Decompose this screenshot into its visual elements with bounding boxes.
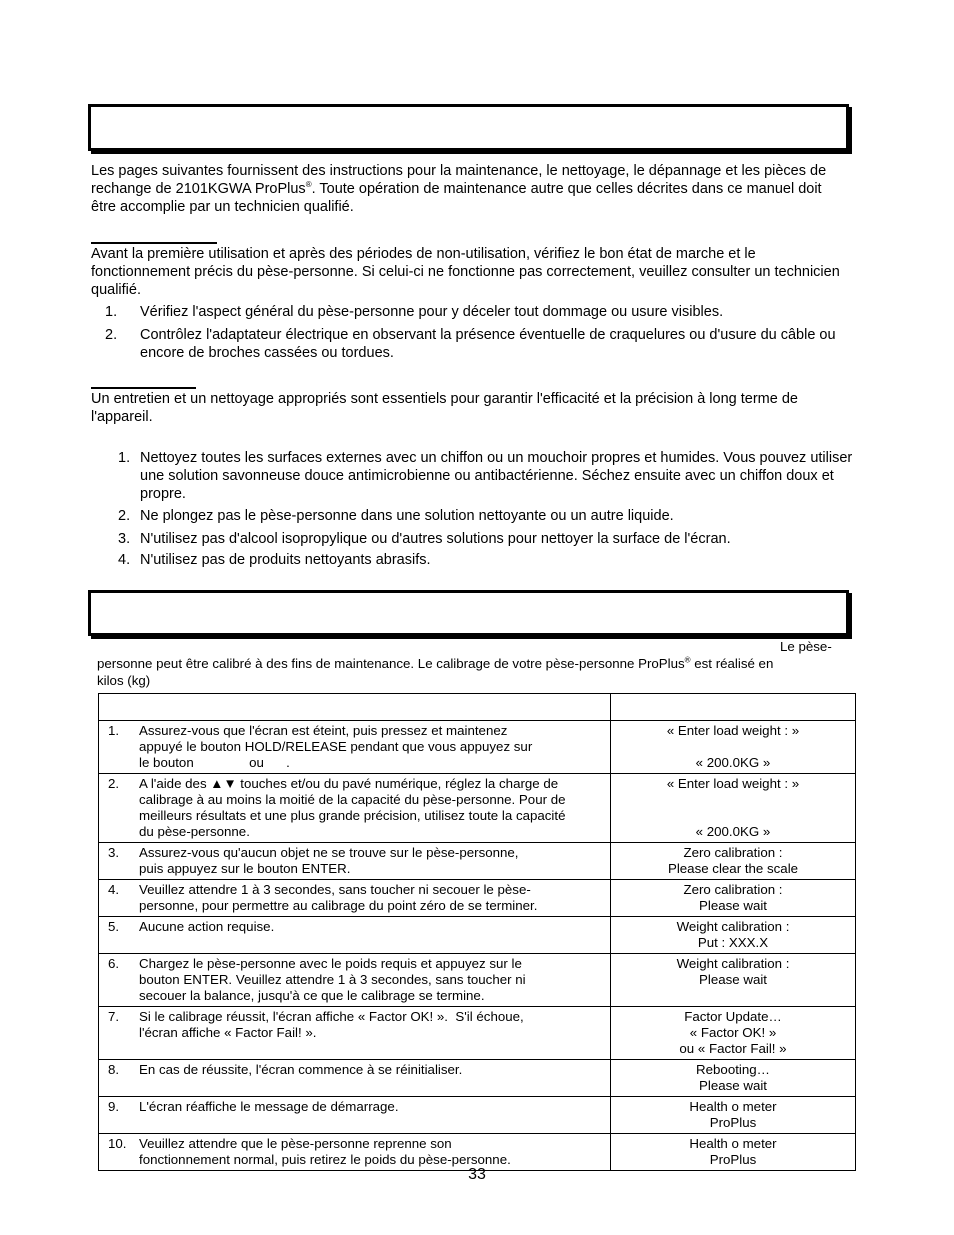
step-instruction-cell [99, 1097, 611, 1134]
table-row [99, 1007, 856, 1060]
table-row [99, 843, 856, 880]
list-item-text: N'utilisez pas d'alcool isopropylique ou d'autres solutions pour nettoyer la surface de l'écran. [140, 531, 731, 547]
step-number: 8. [108, 1062, 120, 1077]
display-message-line: Health o meter [689, 1099, 777, 1114]
table-header-row [99, 694, 856, 721]
calibration-intro-line1: Le pèse- [780, 639, 832, 654]
step-instruction-cell [99, 1060, 611, 1097]
intro-text-a: Les pages suivantes fournissent des instructions pour la maintenance, le nettoyage, le dépannage et les pièces de rechange de 2101KGWA ProPlus [91, 163, 827, 197]
list-item-number: 4. [118, 552, 131, 568]
display-message-line: Zero calibration : [683, 882, 783, 897]
step-number: 10. [108, 1136, 127, 1151]
step-instruction-line: bouton ENTER. Veuillez attendre 1 à 3 secondes, sans toucher ni [139, 972, 526, 987]
subheading-rule-cleaning [91, 387, 196, 389]
display-message-line: Please clear the scale [667, 861, 799, 876]
display-message-line: Please wait [699, 1078, 767, 1093]
list-item-text: Ne plongez pas le pèse-personne dans une solution nettoyante ou un autre liquide. [140, 508, 674, 524]
step-instruction-line: L'écran réaffiche le message de démarrage. [139, 1099, 399, 1114]
step-instruction-line: le bouton ou . [139, 755, 290, 770]
step-instruction-line: puis appuyez sur le bouton ENTER. [139, 861, 351, 876]
step-instruction-line: Aucune action requise. [139, 919, 275, 934]
step-number: 4. [108, 882, 120, 897]
table-row [99, 954, 856, 1007]
step-instruction-cell [99, 880, 611, 917]
page-number: 33 [468, 1166, 486, 1183]
step-instruction-cell [99, 1007, 611, 1060]
list-item-number: 2. [118, 508, 131, 524]
display-message-cell [611, 774, 856, 843]
display-message-line: Zero calibration : [683, 845, 783, 860]
display-message-cell [611, 1134, 856, 1171]
step-instruction-line: Veuillez attendre que le pèse-personne reprenne son [139, 1136, 452, 1151]
cleaning-paragraph: Un entretien et un nettoyage appropriés sont essentiels pour garantir l'efficacité et la précision à long terme de l'appareil. [91, 391, 798, 425]
step-instruction-cell [99, 721, 611, 774]
step-instruction-cell [99, 843, 611, 880]
header-cell-procedure [99, 694, 611, 721]
display-message-cell [611, 954, 856, 1007]
step-number: 7. [108, 1009, 120, 1024]
table-row [99, 1097, 856, 1134]
display-message-cell [611, 1007, 856, 1060]
display-message-line: Please wait [699, 972, 767, 987]
calibration-intro-line2 [97, 656, 857, 672]
list-item-number: 1. [118, 450, 131, 466]
display-message-line: Weight calibration : [676, 956, 790, 971]
step-instruction-line: calibrage à au moins la moitié de la capacité du pèse-personne. Pour de [139, 792, 566, 807]
step-instruction-line: A l'aide des ▲▼ touches et/ou du pavé numérique, réglez la charge de [139, 776, 559, 791]
list-item-text: N'utilisez pas de produits nettoyants abrasifs. [140, 552, 431, 568]
section-heading-box-calibration [88, 590, 849, 636]
display-message-line: « Factor OK! » [689, 1025, 777, 1040]
display-message-line: Weight calibration : [676, 919, 790, 934]
step-instruction-cell [99, 1134, 611, 1171]
calibration-intro-text-b: est réalisé en [690, 656, 774, 671]
display-message-line [615, 739, 851, 755]
step-instruction-line: Assurez-vous que l'écran est éteint, puis pressez et maintenez [139, 723, 508, 738]
subheading-rule-inspection [91, 242, 217, 244]
step-instruction-line: l'écran affiche « Factor Fail! ». [139, 1025, 317, 1040]
table-row [99, 774, 856, 843]
table-row [99, 1134, 856, 1171]
list-item-text: Contrôlez l'adaptateur électrique en observant la présence éventuelle de craquelures ou d'usure du câble ou encore de broches cassées ou tordues. [140, 327, 836, 361]
step-number: 9. [108, 1099, 120, 1114]
list-item-text: Vérifiez l'aspect général du pèse-personne pour y déceler tout dommage ou usure visibles. [140, 304, 724, 320]
registered-mark: ® [305, 180, 312, 190]
calibration-intro-line3: kilos (kg) [97, 673, 151, 688]
table-row [99, 1060, 856, 1097]
header-cell-display [611, 694, 856, 721]
step-instruction-cell [99, 774, 611, 843]
display-message-cell [611, 1097, 856, 1134]
step-instruction-line: Assurez-vous qu'aucun objet ne se trouve sur le pèse-personne, [139, 845, 519, 860]
step-instruction-cell [99, 917, 611, 954]
list-item-number: 1. [105, 304, 118, 320]
step-instruction-line: meilleurs résultats et une plus grande précision, utilisez toute la capacité [139, 808, 566, 823]
table-row [99, 880, 856, 917]
step-instruction-line: appuyé le bouton HOLD/RELEASE pendant que vous appuyez sur [139, 739, 533, 754]
display-message-line: ProPlus [709, 1152, 757, 1167]
step-instruction-line: fonctionnement normal, puis retirez le poids du pèse-personne. [139, 1152, 511, 1167]
display-message-cell [611, 880, 856, 917]
table-row [99, 917, 856, 954]
step-instruction-line: du pèse-personne. [139, 824, 250, 839]
list-item-text: Nettoyez toutes les surfaces externes avec un chiffon ou un mouchoir propres et humides. Vous pouvez utiliser une solution savonneuse douce antimicrobienne ou antibactérienne. Séchez ensuite avec un chiffon doux et propre. [140, 450, 853, 502]
display-message-line: « Enter load weight : » [666, 776, 800, 791]
registered-mark: ® [684, 655, 691, 665]
display-message-line: Put : XXX.X [697, 935, 769, 950]
step-number: 3. [108, 845, 120, 860]
display-message-line: Rebooting… [696, 1062, 770, 1077]
display-message-cell [611, 843, 856, 880]
step-instruction-line: personne, pour permettre au calibrage du point zéro de se terminer. [139, 898, 538, 913]
calibration-intro-text-a: personne peut être calibré à des fins de maintenance. Le calibrage de votre pèse-personne ProPlus [97, 656, 685, 671]
step-number: 2. [108, 776, 120, 791]
step-number: 1. [108, 723, 120, 738]
display-message-line: Health o meter [689, 1136, 777, 1151]
step-instruction-line: Si le calibrage réussit, l'écran affiche « Factor OK! ». S'il échoue, [139, 1009, 524, 1024]
section-heading-box-maintenance [88, 104, 849, 151]
step-instruction-line: Veuillez attendre 1 à 3 secondes, sans toucher ni secouer le pèse- [139, 882, 531, 897]
display-message-line: ProPlus [709, 1115, 757, 1130]
display-message-line: ou « Factor Fail! » [679, 1041, 787, 1056]
step-number: 6. [108, 956, 120, 971]
list-item-number: 3. [118, 531, 131, 547]
display-message-line [615, 792, 851, 808]
step-instruction-line: En cas de réussite, l'écran commence à se réinitialiser. [139, 1062, 463, 1077]
display-message-line: Please wait [699, 898, 767, 913]
intro-text-b: . Toute opération de maintenance autre que celles décrites dans ce manuel doit être accomplie par un technicien qualifié. [91, 181, 822, 215]
display-message-cell [611, 721, 856, 774]
display-message-cell [611, 1060, 856, 1097]
display-message-line: « 200.0KG » [695, 755, 771, 770]
display-message-line: Factor Update… [684, 1009, 782, 1024]
display-message-line: « 200.0KG » [695, 824, 771, 839]
step-number: 5. [108, 919, 120, 934]
display-message-line: « Enter load weight : » [666, 723, 800, 738]
step-instruction-line: secouer la balance, jusqu'à ce que le calibrage se termine. [139, 988, 485, 1003]
calibration-table [98, 693, 856, 1171]
display-message-cell [611, 917, 856, 954]
inspection-paragraph: Avant la première utilisation et après des périodes de non-utilisation, vérifiez le bon état de marche et le fonctionnement précis du pèse-personne. Si celui-ci ne fonctionne pas correctement, veuillez consulter un technicien qualifié. [91, 246, 840, 298]
list-item-number: 2. [105, 327, 118, 343]
display-message-line [615, 808, 851, 824]
table-row [99, 721, 856, 774]
step-instruction-line: Chargez le pèse-personne avec le poids requis et appuyez sur le [139, 956, 522, 971]
step-instruction-cell [99, 954, 611, 1007]
intro-paragraph [91, 162, 831, 216]
